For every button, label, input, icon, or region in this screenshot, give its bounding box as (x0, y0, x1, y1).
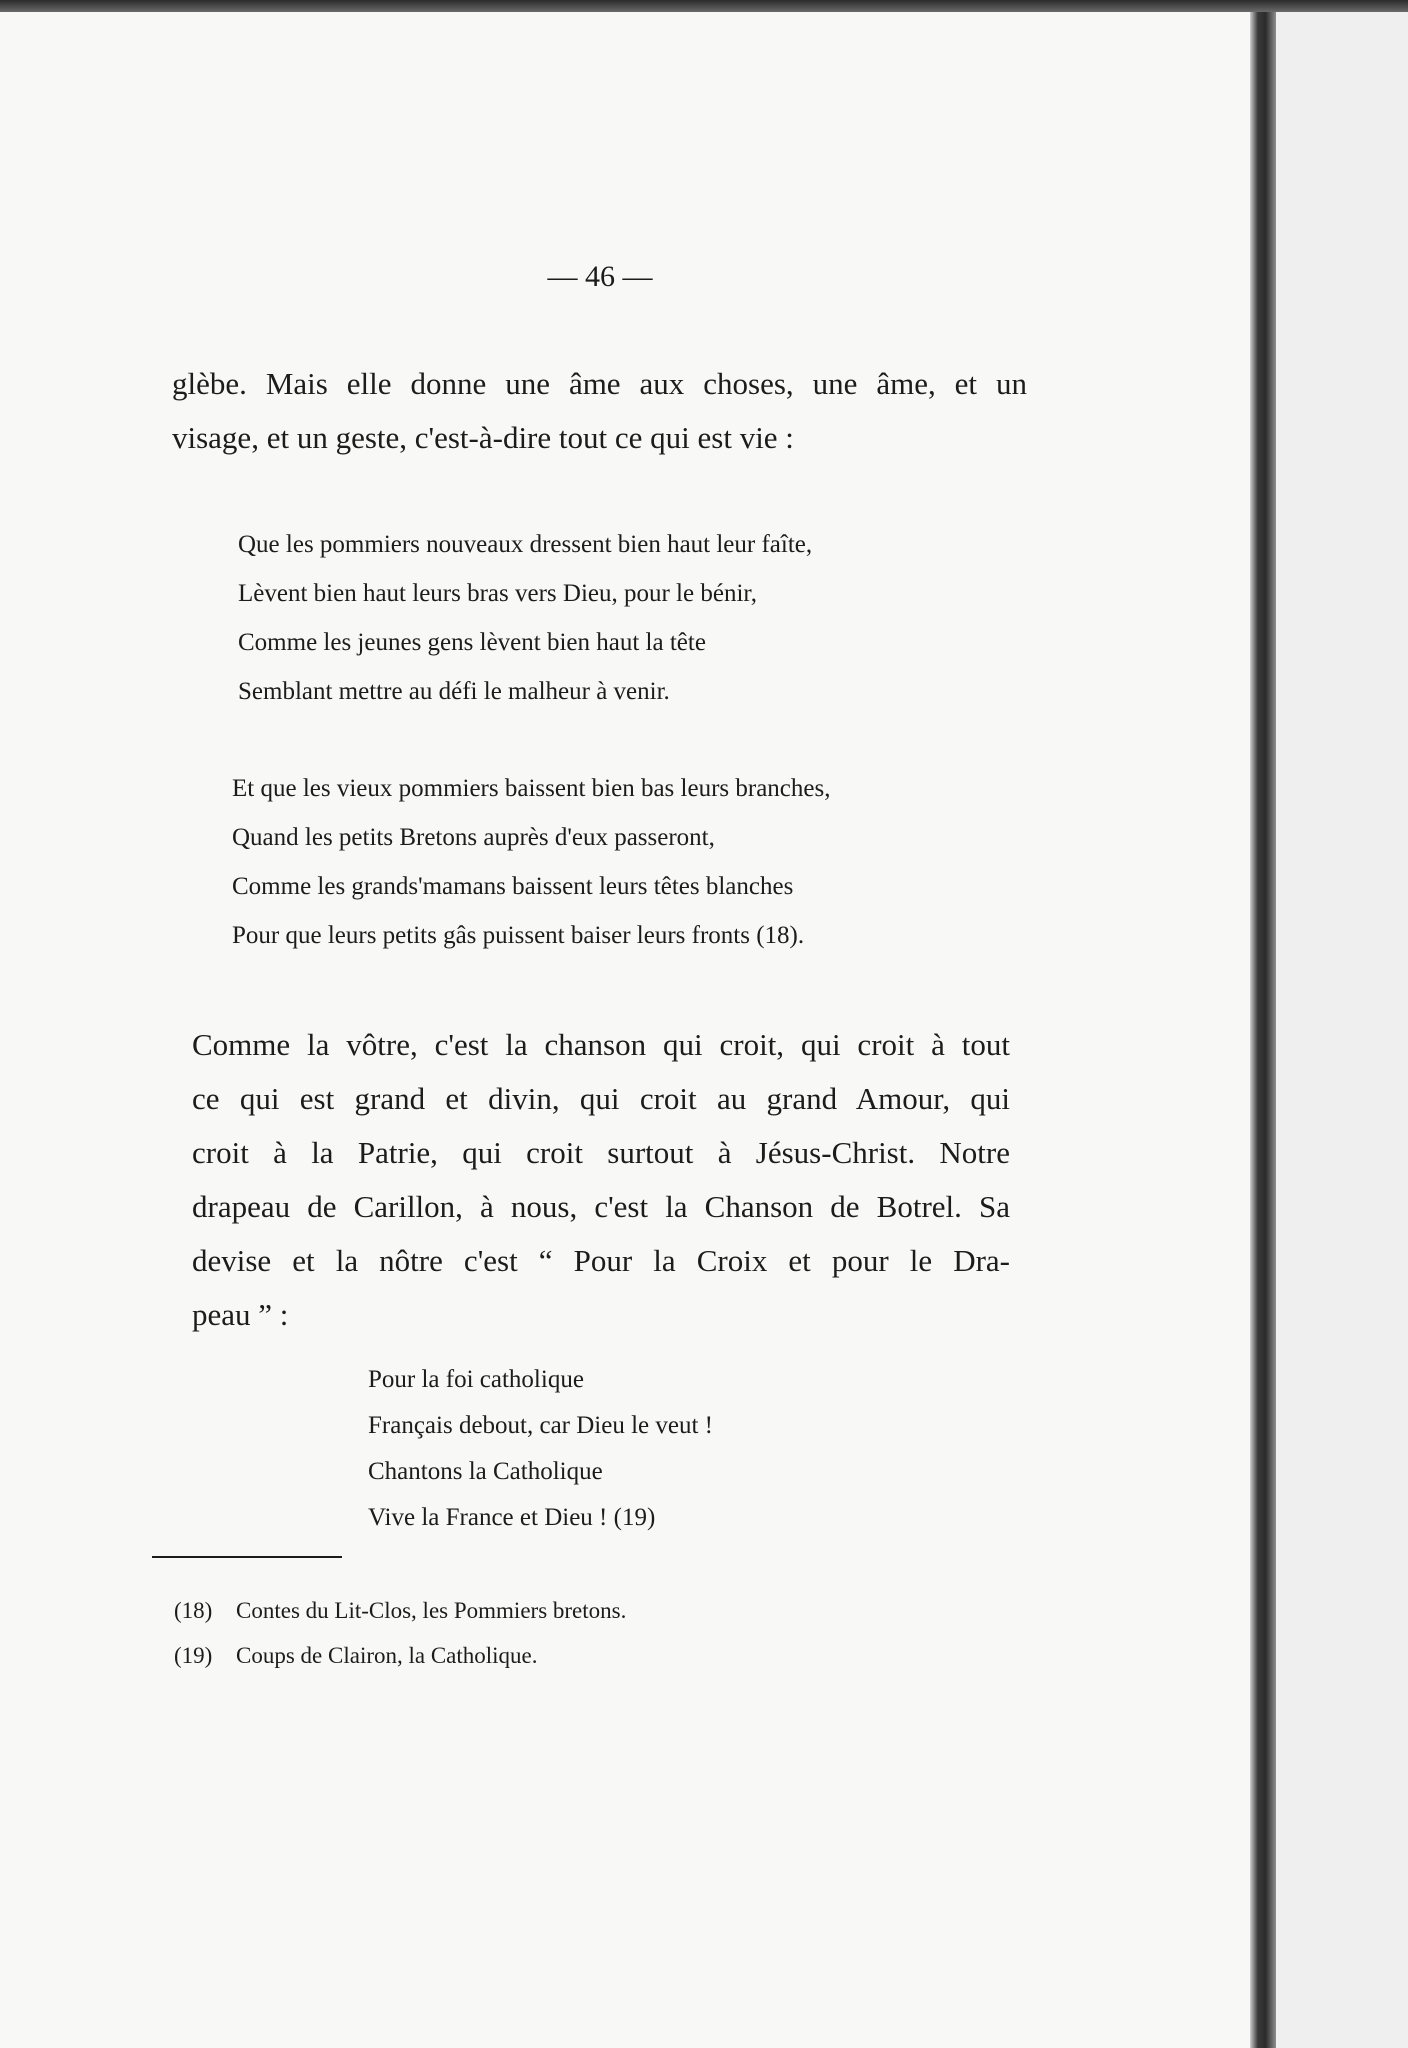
adjacent-page-edge (1276, 12, 1408, 2048)
footnote-rule (152, 1556, 342, 1558)
paragraph-line: glèbe. Mais elle donne une âme aux choses, une âme, et un (172, 366, 1027, 401)
footnote-number: (18) (174, 1598, 213, 1623)
verse-line: Chantons la Catholique (368, 1458, 603, 1485)
book-spine-shadow (1250, 12, 1276, 2048)
poem-stanza-1 (238, 520, 812, 716)
paragraph-intro (172, 357, 1027, 465)
paragraph-line: croit à la Patrie, qui croit surtout à Jésus-Christ. Notre (192, 1135, 1010, 1170)
poem-stanza-3 (368, 1357, 713, 1541)
book-page (0, 12, 1250, 2048)
page-number: — 46 — (547, 260, 653, 293)
verse-line: Lèvent bien haut leurs bras vers Dieu, pour le bénir, (238, 580, 757, 607)
footnote-number: (19) (174, 1643, 213, 1668)
verse-line: Pour la foi catholique (368, 1366, 584, 1393)
paragraph-line: drapeau de Carillon, à nous, c'est la Chanson de Botrel. Sa (192, 1189, 1010, 1224)
verse-line: Comme les grands'mamans baissent leurs têtes blanches (232, 873, 794, 900)
verse-line: Et que les vieux pommiers baissent bien bas leurs branches, (232, 775, 831, 802)
paragraph-chanson (192, 1018, 1010, 1342)
verse-line: Pour que leurs petits gâs puissent baiser leurs fronts (18). (232, 922, 805, 949)
verse-line: Que les pommiers nouveaux dressent bien haut leur faîte, (238, 531, 813, 558)
paragraph-line: devise et la nôtre c'est “ Pour la Croix et pour le Dra- (192, 1243, 1010, 1278)
verse-line: Vive la France et Dieu ! (19) (368, 1504, 656, 1531)
verse-line: Quand les petits Bretons auprès d'eux passeront, (232, 824, 715, 851)
verse-line: Français debout, car Dieu le veut ! (368, 1412, 714, 1439)
poem-stanza-2 (232, 764, 830, 960)
scan-top-edge (0, 0, 1408, 12)
paragraph-line: ce qui est grand et divin, qui croit au grand Amour, qui (192, 1081, 1010, 1116)
footnote-text: Coups de Clairon, la Catholique. (236, 1643, 538, 1668)
footnotes (174, 1588, 626, 1678)
footnote-text: Contes du Lit-Clos, les Pommiers bretons. (236, 1598, 627, 1623)
verse-line: Comme les jeunes gens lèvent bien haut la tête (238, 629, 706, 656)
paragraph-line: visage, et un geste, c'est-à-dire tout ce qui est vie : (172, 420, 794, 455)
verse-line: Semblant mettre au défi le malheur à venir. (238, 678, 670, 705)
footnote-19 (174, 1633, 626, 1678)
paragraph-line: peau ” : (192, 1297, 289, 1332)
paragraph-line: Comme la vôtre, c'est la chanson qui croit, qui croit à tout (192, 1027, 1010, 1062)
footnote-18 (174, 1588, 626, 1633)
